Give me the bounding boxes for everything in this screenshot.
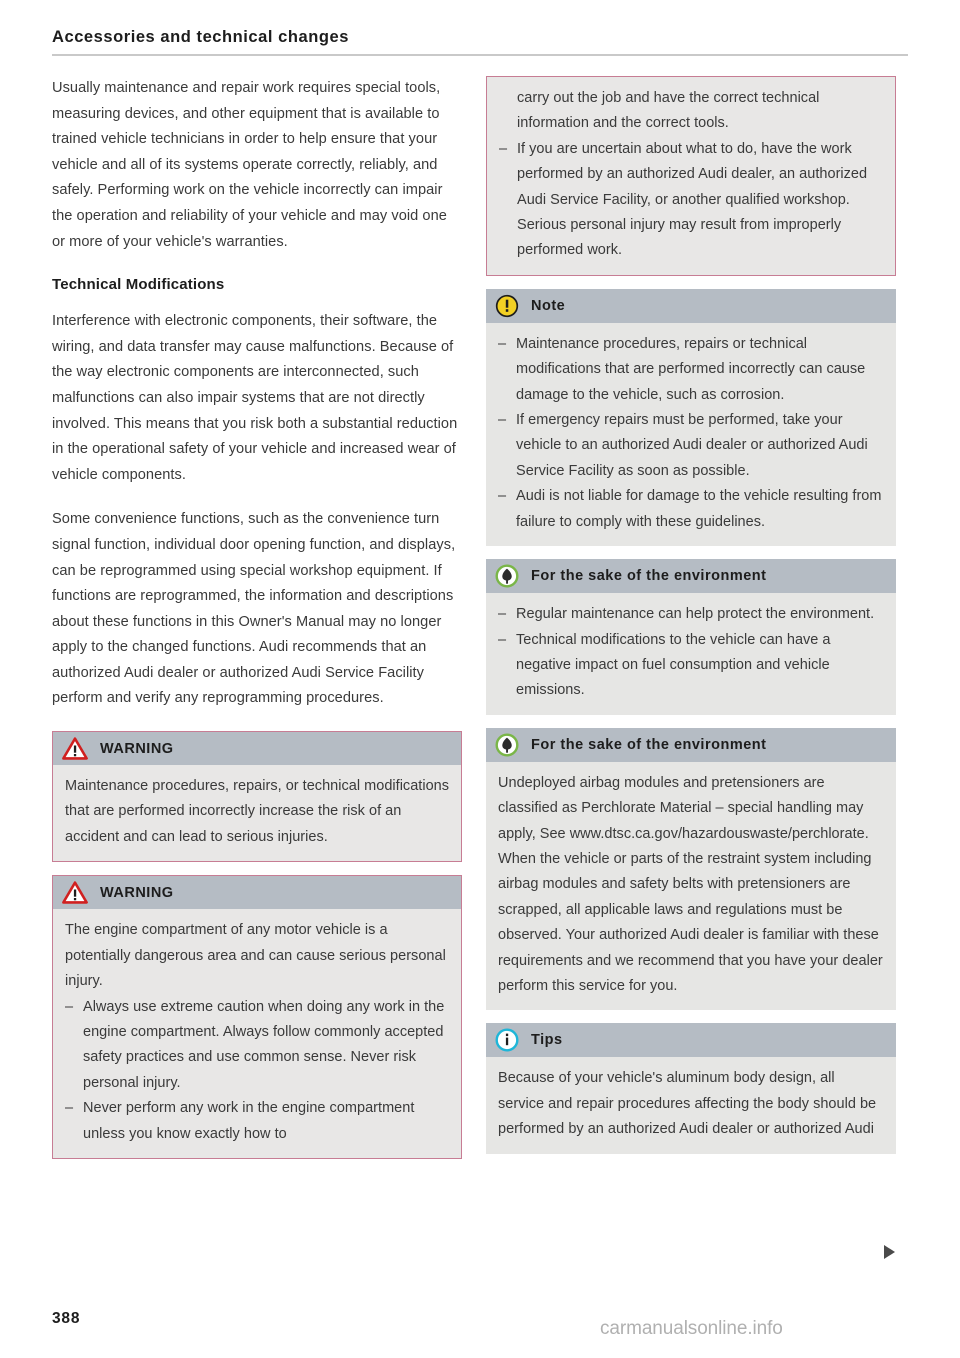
warning-box-header: [53, 876, 461, 909]
list-item: – Always use extreme caution when doing any work in the engine compartment. Always follow commonly accepted safety practices and use common sense. Never risk personal injury.: [65, 995, 449, 1097]
tips-box-paragraph: Because of your vehicle's aluminum body design, all service and repair procedures affecting the body should be performed by an authorized Audi dealer or authorized Audi: [498, 1070, 877, 1138]
warning-triangle-icon: [62, 881, 88, 904]
list-item: – Maintenance procedures, repairs or technical modifications that are performed incorrectly can cause damage to the vehicle, such as corrosion.: [498, 332, 884, 408]
note-box-header: [486, 289, 896, 323]
tips-info-icon: [495, 1028, 519, 1052]
warning-box-body: [53, 909, 461, 1158]
tips-box: [486, 1023, 896, 1153]
warning-box-body: [53, 765, 461, 861]
environment-box-body: [486, 593, 896, 715]
list-item: – If you are uncertain about what to do, have the work performed by an authorized Audi dealer, an authorized Audi Service Facility, or another qualified workshop. Serious personal injury may result from improperly performed work.: [499, 137, 883, 264]
note-box-bullet-list: [498, 332, 884, 535]
warning-box-continued: [486, 76, 896, 276]
warning-box-body: [487, 77, 895, 275]
warning-box-bullet-list: [65, 995, 449, 1147]
paragraph-interference: Interference with electronic components, their software, the wiring, and data transfer may cause malfunctions. Because of the way electronic components are interconnected, such malfunctions can also impair systems that are not directly involved. This means that you risk both a substantial reduction in the operational safety of your vehicle and increased wear of vehicle components.: [52, 313, 458, 483]
warning-box-maintenance: [52, 731, 462, 862]
tips-box-label: Tips: [531, 1032, 563, 1049]
continuation-line: carry out the job and have the correct technical information and the correct tools.: [517, 90, 820, 132]
note-box-label: Note: [531, 297, 566, 314]
warning-box-paragraph: The engine compartment of any motor vehicle is a potentially dangerous area and can cause serious personal injury.: [65, 922, 446, 990]
warning-box-label: WARNING: [100, 740, 174, 757]
warning-continued-list: [499, 86, 883, 264]
environment-box-bullet-list: [498, 602, 884, 704]
header-divider: [52, 54, 908, 56]
left-column: [52, 76, 462, 1172]
tips-box-body: [486, 1057, 896, 1153]
page-header: [52, 26, 908, 56]
warning-box-label: WARNING: [100, 884, 174, 901]
warning-box-engine-compartment: [52, 875, 462, 1159]
environment-box-maintenance: [486, 559, 896, 715]
page-title: Accessories and technical changes: [52, 28, 349, 46]
list-item: – Regular maintenance can help protect the environment.: [498, 602, 884, 627]
continue-arrow-icon: [884, 1245, 895, 1259]
paragraph-convenience-functions: Some convenience functions, such as the convenience turn signal function, individual door opening function, and displays, can be reprogrammed using special workshop equipment. If functions are reprogrammed, the information and descriptions about these functions in this Owner's Manual may no longer apply to the changed functions. Audi recommends that an authorized Audi dealer or authorized Audi Service Facility perform and verify any reprogramming procedures.: [52, 511, 456, 707]
warning-box-paragraph: Maintenance procedures, repairs, or technical modifications that are performed incorrectly increase the risk of an accident and can lead to serious injuries.: [65, 778, 450, 845]
note-box: [486, 289, 896, 546]
environment-box-paragraph: Undeployed airbag modules and pretensioners are classified as Perchlorate Material – special handling may apply, See www.dtsc.ca.gov/hazardouswaste/perchlorate. When the vehicle or parts of the restraint system including airbag modules and safety belts with pretensioners are scrapped, all applicable laws and regulations must be observed. Your authorized Audi dealer is familiar with these requirements and we recommend that you have your dealer perform this service for you.: [498, 774, 883, 994]
environment-tree-icon: [495, 564, 519, 588]
list-item: – Technical modifications to the vehicle can have a negative impact on fuel consumption and vehicle emissions.: [498, 628, 884, 704]
watermark: carmanualsonline.info: [600, 1318, 783, 1339]
tips-box-header: [486, 1023, 896, 1057]
environment-box-label: For the sake of the environment: [531, 736, 767, 753]
list-item: – Audi is not liable for damage to the vehicle resulting from failure to comply with these guidelines.: [498, 484, 884, 535]
section-heading-technical-modifications: Technical Modifications: [52, 276, 225, 294]
list-item: – Never perform any work in the engine compartment unless you know exactly how to: [65, 1096, 449, 1147]
page-number: 388: [52, 1310, 81, 1327]
environment-tree-icon: [495, 733, 519, 757]
warning-box-header: [53, 732, 461, 765]
environment-box-body: [486, 762, 896, 1011]
environment-box-label: For the sake of the environment: [531, 568, 767, 585]
note-exclamation-icon: [495, 294, 519, 318]
right-column: [486, 76, 896, 1167]
note-box-body: [486, 323, 896, 546]
environment-box-airbag-disposal: [486, 728, 896, 1011]
environment-box-header: [486, 559, 896, 593]
intro-paragraph: Usually maintenance and repair work requires special tools, measuring devices, and other equipment that is available to trained vehicle technicians in order to help ensure that your vehicle and all of its systems operate correctly, reliably, and safely. Performing work on the vehicle incorrectly can impair the operation and reliability of your vehicle and may void one or more of your vehicle's warranties.: [52, 80, 447, 250]
list-item: – If emergency repairs must be performed, take your vehicle to an authorized Audi dealer or authorized Audi Service Facility as soon as possible.: [498, 408, 884, 484]
environment-box-header: [486, 728, 896, 762]
warning-triangle-icon: [62, 737, 88, 760]
